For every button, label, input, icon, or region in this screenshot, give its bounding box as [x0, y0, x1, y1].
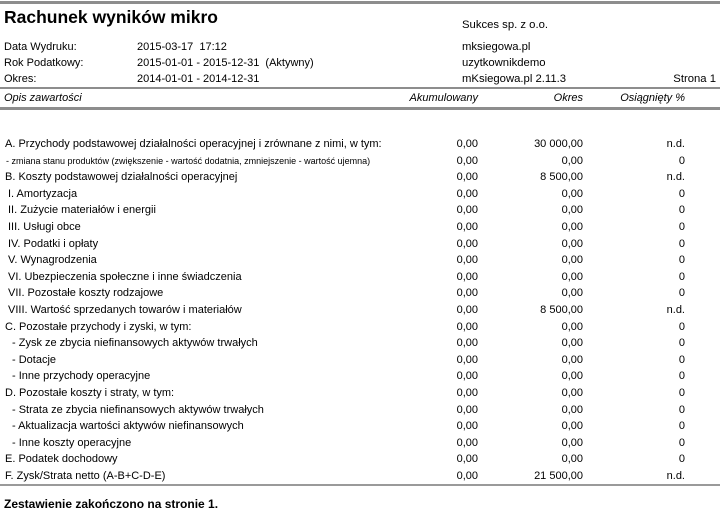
cell-okres: 0,00	[561, 287, 583, 300]
report-header	[0, 4, 720, 87]
cell-akumulowany: 0,00	[456, 220, 478, 233]
cell-akumulowany: 0,00	[456, 453, 478, 466]
cell-osiagniety: 0	[678, 187, 685, 200]
row-label: - Inne koszty operacyjne	[12, 436, 132, 449]
print-date-value: 2015-03-17 17:12	[137, 41, 227, 53]
cell-okres: 0,00	[561, 254, 583, 267]
table-row	[0, 169, 685, 186]
cell-akumulowany: 0,00	[456, 287, 478, 300]
cell-osiagniety: 0	[678, 403, 685, 416]
cell-akumulowany: 0,00	[456, 254, 478, 267]
table-row	[0, 202, 685, 219]
table-row	[0, 269, 685, 286]
row-label: IV. Podatki i opłaty	[8, 237, 99, 250]
period-row	[4, 73, 260, 86]
cell-osiagniety: 0	[678, 353, 685, 366]
table-row	[0, 136, 685, 153]
cell-akumulowany: 0,00	[456, 337, 478, 350]
row-label: C. Pozostałe przychody i zyski, w tym:	[5, 320, 192, 333]
cell-osiagniety: 0	[678, 320, 685, 333]
cell-akumulowany: 0,00	[456, 386, 478, 399]
table-row	[0, 219, 685, 236]
table-row	[0, 285, 685, 302]
cell-akumulowany: 0,00	[456, 237, 478, 250]
row-label: III. Usługi obce	[8, 220, 81, 233]
cell-osiagniety: 0	[678, 436, 685, 449]
table-row	[0, 402, 685, 419]
report-table	[0, 136, 685, 484]
table-row	[0, 302, 685, 319]
cell-osiagniety: 0	[678, 386, 685, 399]
row-label: VII. Pozostałe koszty rodzajowe	[8, 287, 164, 300]
cell-okres: 8 500,00	[540, 303, 583, 316]
page-title: Rachunek wyników mikro	[4, 7, 218, 27]
period-value: 2014-01-01 - 2014-12-31	[137, 73, 260, 85]
page-number: Strona 1	[673, 73, 716, 85]
cell-okres: 0,00	[561, 237, 583, 250]
row-label: II. Zużycie materiałów i energii	[8, 204, 156, 217]
cell-okres: 0,00	[561, 270, 583, 283]
table-bottom-rule	[0, 484, 720, 486]
row-label: V. Wynagrodzenia	[8, 254, 97, 267]
row-label: E. Podatek dochodowy	[5, 453, 118, 466]
cell-osiagniety: 0	[678, 453, 685, 466]
cell-akumulowany: 0,00	[456, 204, 478, 217]
row-label: VIII. Wartość sprzedanych towarów i materiałów	[8, 303, 242, 316]
column-header-row	[0, 89, 685, 107]
row-label: - zmiana stanu produktów (zwiększenie - wartość dodatnia, zmniejszenie - wartość ujemna)	[6, 155, 371, 166]
cell-osiagniety: 0	[678, 220, 685, 233]
cell-akumulowany: 0,00	[456, 154, 478, 167]
row-label: B. Koszty podstawowej działalności operacyjnej	[5, 171, 238, 184]
cell-akumulowany: 0,00	[456, 171, 478, 184]
cell-okres: 0,00	[561, 420, 583, 433]
cell-osiagniety: 0	[678, 270, 685, 283]
cell-okres: 8 500,00	[540, 171, 583, 184]
row-label: VI. Ubezpieczenia społeczne i inne świadczenia	[8, 270, 242, 283]
cell-osiagniety: 0	[678, 420, 685, 433]
cell-okres: 0,00	[561, 353, 583, 366]
cell-okres: 0,00	[561, 320, 583, 333]
table-row	[0, 153, 685, 170]
row-label: D. Pozostałe koszty i straty, w tym:	[5, 386, 175, 399]
tax-year-label: Rok Podatkowy:	[4, 57, 84, 69]
cell-osiagniety: 0	[678, 154, 685, 167]
cell-osiagniety: 0	[678, 370, 685, 383]
table-row	[0, 319, 685, 336]
version-row	[462, 73, 716, 86]
table-row	[0, 451, 685, 468]
tax-year-row	[4, 57, 314, 70]
tax-year-value: 2015-01-01 - 2015-12-31 (Aktywny)	[137, 57, 314, 69]
cell-okres: 0,00	[561, 337, 583, 350]
cell-okres: 0,00	[561, 403, 583, 416]
cell-osiagniety: n.d.	[666, 171, 685, 184]
row-label: I. Amortyzacja	[8, 187, 78, 200]
cell-osiagniety: 0	[678, 204, 685, 217]
cell-akumulowany: 0,00	[456, 420, 478, 433]
cell-akumulowany: 0,00	[456, 320, 478, 333]
cell-osiagniety: n.d.	[666, 469, 685, 482]
col-desc: Opis zawartości	[4, 92, 82, 104]
cell-okres: 21 500,00	[534, 469, 583, 482]
column-header-table	[0, 89, 685, 107]
app-version: mKsiegowa.pl 2.11.3	[462, 73, 567, 85]
table-row	[0, 435, 685, 452]
cell-okres: 0,00	[561, 370, 583, 383]
cell-okres: 0,00	[561, 436, 583, 449]
table-row	[0, 352, 685, 369]
print-date-row	[4, 41, 227, 54]
cell-akumulowany: 0,00	[456, 270, 478, 283]
row-label: - Zysk ze zbycia niefinansowych aktywów trwałych	[12, 337, 258, 350]
cell-okres: 0,00	[561, 220, 583, 233]
footer-note: Zestawienie zakończono na stronie 1.	[4, 497, 219, 512]
cell-osiagniety: 0	[678, 237, 685, 250]
cell-osiagniety: 0	[678, 254, 685, 267]
cell-akumulowany: 0,00	[456, 403, 478, 416]
company-name: Sukces sp. z o.o.	[462, 19, 549, 31]
col-okres: Okres	[553, 92, 583, 104]
table-row	[0, 368, 685, 385]
col-osiagniety: Osiągnięty %	[620, 92, 685, 104]
print-date-label: Data Wydruku:	[4, 41, 77, 53]
cell-okres: 0,00	[561, 204, 583, 217]
cell-akumulowany: 0,00	[456, 187, 478, 200]
cell-okres: 0,00	[561, 386, 583, 399]
cell-osiagniety: 0	[678, 287, 685, 300]
column-header-rule	[0, 107, 720, 110]
row-label: F. Zysk/Strata netto (A-B+C-D-E)	[5, 469, 166, 482]
row-label: - Dotacje	[12, 353, 57, 366]
cell-okres: 0,00	[561, 453, 583, 466]
cell-akumulowany: 0,00	[456, 353, 478, 366]
cell-okres: 30 000,00	[534, 138, 583, 150]
table-row	[0, 468, 685, 485]
table-row	[0, 335, 685, 352]
cell-akumulowany: 0,00	[456, 138, 478, 150]
row-label: A. Przychody podstawowej działalności operacyjnej i zrównane z nimi, w tym:	[5, 138, 382, 150]
cell-akumulowany: 0,00	[456, 436, 478, 449]
table-row	[0, 186, 685, 203]
period-label: Okres:	[4, 73, 37, 85]
cell-akumulowany: 0,00	[456, 370, 478, 383]
table-row	[0, 252, 685, 269]
cell-okres: 0,00	[561, 154, 583, 167]
website: mksiegowa.pl	[462, 41, 531, 53]
table-row	[0, 385, 685, 402]
cell-akumulowany: 0,00	[456, 469, 478, 482]
table-row	[0, 236, 685, 253]
col-akumulowany: Akumulowany	[409, 92, 478, 104]
cell-okres: 0,00	[561, 187, 583, 200]
cell-osiagniety: n.d.	[666, 303, 685, 316]
row-label: - Inne przychody operacyjne	[12, 370, 151, 383]
cell-akumulowany: 0,00	[456, 303, 478, 316]
cell-osiagniety: n.d.	[666, 138, 685, 150]
username: uzytkownikdemo	[462, 57, 546, 69]
row-label: - Aktualizacja wartości aktywów niefinansowych	[12, 420, 244, 433]
cell-osiagniety: 0	[678, 337, 685, 350]
row-label: - Strata ze zbycia niefinansowych aktywów trwałych	[12, 403, 264, 416]
table-row	[0, 418, 685, 435]
